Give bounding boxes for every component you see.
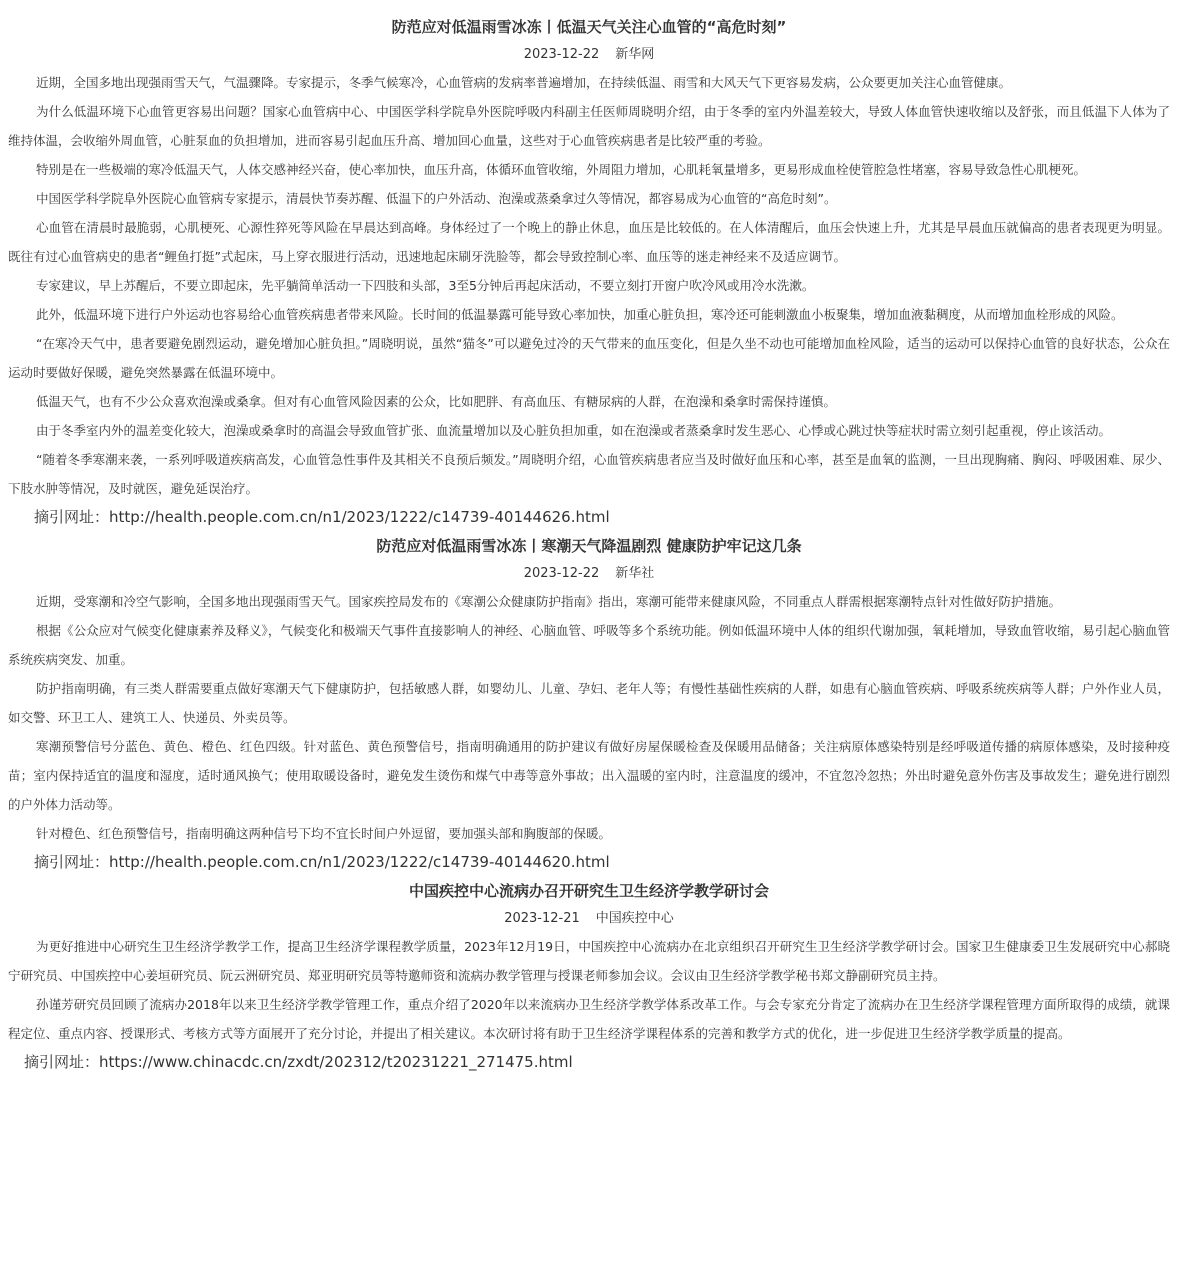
- article-meta: [8, 906, 1170, 932]
- article-date: 2023-12-21: [504, 911, 580, 926]
- article-1: [8, 12, 1170, 531]
- source-link-line: [8, 848, 1170, 876]
- article-paragraph: 为什么低温环境下心血管更容易出问题？国家心血管病中心、中国医学科学院阜外医院呼吸内科副主任医师周晓明介绍，由于冬季的室内外温差较大，导致人体血管快速收缩以及舒张，而且低温下人体为了维持体温，会收缩外周血管，心脏泵血的负担增加，进而容易引起血压升高、增加回心血量，这些对于心血管疾病患者是比较严重的考验。: [8, 104, 1170, 148]
- article-paragraph: “随着冬季寒潮来袭，一系列呼吸道疾病高发，心血管急性事件及其相关不良预后频发。”周晓明介绍，心血管疾病患者应当及时做好血压和心率，甚至是血氧的监测，一旦出现胸痛、胸闷、呼吸困难、尿少、下肢水肿等情况，及时就医，避免延误治疗。: [8, 452, 1170, 496]
- source-url-link[interactable]: http://health.people.com.cn/n1/2023/1222/c14739-40144626.html: [109, 508, 610, 526]
- article-date: 2023-12-22: [523, 566, 600, 581]
- article-source: 新华社: [615, 566, 655, 581]
- article-paragraph: 专家建议，早上苏醒后，不要立即起床，先平躺简单活动一下四肢和头部，3至5分钟后再起床活动，不要立刻打开窗户吹冷风或用冷水洗漱。: [36, 278, 815, 293]
- article-paragraph: 近期，受寒潮和冷空气影响，全国多地出现强雨雪天气。国家疾控局发布的《寒潮公众健康防护指南》指出，寒潮可能带来健康风险，不同重点人群需根据寒潮特点针对性做好防护措施。: [36, 594, 1062, 609]
- article-paragraph: 孙谨芳研究员回顾了流病办2018年以来卫生经济学教学管理工作，重点介绍了2020年以来流病办卫生经济学教学体系改革工作。与会专家充分肯定了流病办在卫生经济学课程管理方面所取得的成绩，就课程定位、重点内容、授课形式、考核方式等方面展开了充分讨论，并提出了相关建议。本次研讨将有助于卫生经济学课程体系的完善和教学方式的优化，进一步促进卫生经济学教学质量的提高。: [8, 997, 1170, 1041]
- article-source: 新华网: [615, 47, 655, 62]
- source-url-link[interactable]: https://www.chinacdc.cn/zxdt/202312/t20231221_271475.html: [99, 1053, 573, 1071]
- article-2: [8, 531, 1170, 876]
- article-paragraph: 寒潮预警信号分蓝色、黄色、橙色、红色四级。针对蓝色、黄色预警信号，指南明确通用的防护建议有做好房屋保暖检查及保暖用品储备；关注病原体感染特别是经呼吸道传播的病原体感染，及时接种疫苗；室内保持适宜的温度和湿度，适时通风换气；使用取暖设备时，避免发生烫伤和煤气中毒等意外事故；出入温暖的室内时，注意温度的缓冲，不宜忽冷忽热；外出时避免意外伤害及事故发生；避免进行剧烈的户外体力活动等。: [8, 739, 1170, 812]
- article-paragraph: 为更好推进中心研究生卫生经济学教学工作，提高卫生经济学课程教学质量，2023年12月19日，中国疾控中心流病办在北京组织召开研究生卫生经济学教学研讨会。国家卫生健康委卫生发展研究中心郝晓宁研究员、中国疾控中心姜垣研究员、阮云洲研究员、郑亚明研究员等特邀师资和流病办教学管理与授课老师参加会议。会议由卫生经济学教学秘书郑文静副研究员主持。: [8, 939, 1170, 983]
- article-meta: [8, 42, 1170, 68]
- source-link-line: [8, 1048, 1170, 1076]
- article-source: 中国疾控中心: [595, 911, 674, 926]
- source-label: 摘引网址：: [34, 853, 110, 871]
- article-title: 中国疾控中心流病办召开研究生卫生经济学教学研讨会: [408, 882, 769, 900]
- article-3: [8, 876, 1170, 1076]
- article-paragraph: 特别是在一些极端的寒冷低温天气，人体交感神经兴奋，使心率加快，血压升高，体循环血管收缩，外周阻力增加，心肌耗氧量增多，更易形成血栓使管腔急性堵塞，容易导致急性心肌梗死。: [36, 162, 1087, 177]
- source-url-link[interactable]: http://health.people.com.cn/n1/2023/1222/c14739-40144620.html: [109, 853, 610, 871]
- article-date: 2023-12-22: [523, 47, 600, 62]
- article-title: 防范应对低温雨雪冰冻丨寒潮天气降温剧烈 健康防护牢记这几条: [376, 537, 802, 555]
- article-paragraph: 中国医学科学院阜外医院心血管病专家提示，清晨快节奏苏醒、低温下的户外活动、泡澡或蒸桑拿过久等情况，都容易成为心血管的“高危时刻”。: [36, 191, 837, 206]
- article-paragraph: 低温天气，也有不少公众喜欢泡澡或桑拿。但对有心血管风险因素的公众，比如肥胖、有高血压、有糖尿病的人群，在泡澡和桑拿时需保持谨慎。: [36, 394, 837, 409]
- source-label: 摘引网址：: [24, 1053, 100, 1071]
- article-meta: [8, 561, 1170, 587]
- article-paragraph: 近期，全国多地出现强雨雪天气，气温骤降。专家提示，冬季气候寒冷，心血管病的发病率普遍增加，在持续低温、雨雪和大风天气下更容易发病，公众要更加关注心血管健康。: [36, 75, 1012, 90]
- article-paragraph: 针对橙色、红色预警信号，指南明确这两种信号下均不宜长时间户外逗留，要加强头部和胸腹部的保暖。: [36, 826, 612, 841]
- article-paragraph: “在寒冷天气中，患者要避免剧烈运动，避免增加心脏负担。”周晓明说，虽然“猫冬”可以避免过冷的天气带来的血压变化，但是久坐不动也可能增加血栓风险，适当的运动可以保持心血管的良好状态，公众在运动时要做好保暖，避免突然暴露在低温环境中。: [8, 336, 1170, 380]
- article-paragraph: 防护指南明确，有三类人群需要重点做好寒潮天气下健康防护，包括敏感人群，如婴幼儿、儿童、孕妇、老年人等；有慢性基础性疾病的人群，如患有心脑血管疾病、呼吸系统疾病等人群；户外作业人员，如交警、环卫工人、建筑工人、快递员、外卖员等。: [8, 681, 1170, 725]
- article-paragraph: 根据《公众应对气候变化健康素养及释义》，气候变化和极端天气事件直接影响人的神经、心脑血管、呼吸等多个系统功能。例如低温环境中人体的组织代谢加强，氧耗增加，导致血管收缩，易引起心脑血管系统疾病突发、加重。: [8, 623, 1170, 667]
- article-paragraph: 心血管在清晨时最脆弱，心肌梗死、心源性猝死等风险在早晨达到高峰。身体经过了一个晚上的静止休息，血压是比较低的。在人体清醒后，血压会快速上升，尤其是早晨血压就偏高的患者表现更为明显。既往有过心血管病史的患者“鲤鱼打挺”式起床，马上穿衣服进行活动，迅速地起床刷牙洗脸等，都会导致控制心率、血压等的迷走神经来不及适应调节。: [8, 220, 1170, 264]
- article-title: 防范应对低温雨雪冰冻丨低温天气关注心血管的“高危时刻”: [391, 18, 787, 36]
- source-label: 摘引网址：: [34, 508, 110, 526]
- source-link-line: [8, 503, 1170, 531]
- article-paragraph: 由于冬季室内外的温差变化较大，泡澡或桑拿时的高温会导致血管扩张、血流量增加以及心脏负担加重，如在泡澡或者蒸桑拿时发生恶心、心悸或心跳过快等症状时需立刻引起重视，停止该活动。: [36, 423, 1112, 438]
- article-paragraph: 此外，低温环境下进行户外运动也容易给心血管疾病患者带来风险。长时间的低温暴露可能导致心率加快，加重心脏负担，寒冷还可能刺激血小板聚集，增加血液黏稠度，从而增加血栓形成的风险。: [36, 307, 1124, 322]
